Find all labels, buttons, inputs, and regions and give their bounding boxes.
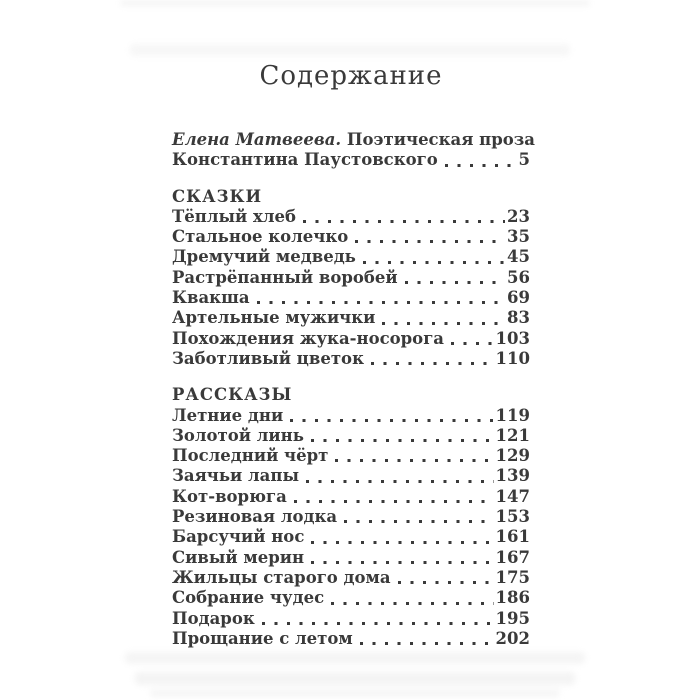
toc-entry-page: 103	[495, 328, 530, 348]
toc-entry	[172, 548, 530, 568]
dot-leader	[360, 642, 494, 645]
toc-entry	[172, 247, 530, 267]
toc-entry-title: Золотой линь	[172, 425, 304, 445]
toc-entry-page: 83	[507, 308, 530, 328]
toc-entry	[172, 446, 530, 466]
toc-entry	[172, 329, 530, 349]
dot-leader	[451, 342, 494, 345]
toc-entry-title: Заботливый цветок	[172, 348, 364, 368]
toc-entry-page: 45	[507, 247, 530, 267]
toc-entry-page: 129	[495, 446, 530, 466]
toc-entry-page: 186	[495, 588, 530, 608]
toc-section	[172, 187, 530, 370]
dot-leader	[290, 419, 493, 422]
toc-entry-title: Растрёпанный воробей	[172, 267, 398, 287]
toc-entry-page: 153	[495, 507, 530, 527]
intro-line-2	[172, 150, 530, 170]
dot-leader	[398, 581, 494, 584]
dot-leader	[306, 480, 494, 483]
dot-leader	[262, 622, 494, 625]
print-through-ghosting	[125, 652, 585, 664]
toc-entry	[172, 227, 530, 247]
section-header: РАССКАЗЫ	[172, 385, 293, 405]
dot-leader	[311, 561, 494, 564]
dot-leader	[355, 240, 505, 243]
dot-leader	[294, 500, 494, 503]
intro-work-title-continued: Константина Паустовского	[172, 150, 438, 170]
toc-entry-page: 119	[495, 405, 530, 425]
dot-leader	[335, 459, 493, 462]
toc-column	[172, 0, 535, 649]
toc-entry-title: Резиновая лодка	[172, 507, 338, 527]
toc-entry	[172, 588, 530, 608]
dot-leader	[382, 322, 505, 325]
toc-entry	[172, 288, 530, 308]
toc-entry-page: 56	[507, 267, 530, 287]
toc-entry-title: Стальное колечко	[172, 227, 349, 247]
section-header: СКАЗКИ	[172, 186, 263, 206]
toc-entry	[172, 527, 530, 547]
toc-entry-title: Тёплый хлеб	[172, 206, 296, 226]
toc-entry	[172, 466, 530, 486]
toc-entry	[172, 207, 530, 227]
intro-line-1	[172, 130, 535, 150]
toc-entry	[172, 268, 530, 288]
dot-leader	[363, 261, 505, 264]
dot-leader	[257, 301, 506, 304]
toc-entry-title: Жильцы старого дома	[172, 567, 391, 587]
toc-entry-title: Заячьи лапы	[172, 466, 299, 486]
print-through-ghosting	[135, 672, 575, 685]
toc-entry	[172, 487, 530, 507]
toc-entry	[172, 568, 530, 588]
toc-entry	[172, 349, 530, 369]
intro-author: Елена Матвеева.	[172, 130, 342, 149]
toc-entry-title: Подарок	[172, 608, 255, 628]
toc-entry-page: 139	[495, 466, 530, 486]
section-items	[172, 406, 530, 650]
toc-entry	[172, 426, 530, 446]
toc-entry-title: Артельные мужички	[172, 308, 376, 328]
toc-entry-title: Барсучий нос	[172, 527, 305, 547]
section-items	[172, 207, 530, 369]
dot-leader	[445, 164, 517, 167]
dot-leader	[344, 520, 493, 523]
toc-entry-page: 202	[495, 628, 530, 648]
toc-entry	[172, 629, 530, 649]
toc-entry-title: Прощание с летом	[172, 628, 353, 648]
dot-leader	[311, 439, 494, 442]
toc-entry-title: Собрание чудес	[172, 588, 325, 608]
toc-sections	[172, 187, 530, 650]
toc-entry-page: 69	[507, 288, 530, 308]
toc-entry	[172, 308, 530, 328]
toc-entry-title: Дремучий медведь	[172, 247, 356, 267]
dot-leader	[303, 220, 505, 223]
page-title: Содержание	[259, 61, 443, 91]
toc-entry-title: Похождения жука-носорога	[172, 328, 444, 348]
toc-entry-page: 175	[495, 567, 530, 587]
toc-entry	[172, 609, 530, 629]
toc-intro-entry	[172, 130, 535, 171]
print-through-ghosting	[150, 689, 560, 697]
toc-entry-page: 23	[507, 206, 530, 226]
toc-entry-page: 195	[495, 608, 530, 628]
dot-leader	[311, 541, 493, 544]
toc-entry-page: 147	[495, 486, 530, 506]
intro-work-title: Поэтическая проза	[346, 130, 535, 149]
toc-entry-title: Кот-ворюга	[172, 486, 287, 506]
toc-entry-page: 167	[495, 547, 530, 567]
toc-entry-page: 110	[495, 348, 530, 368]
toc-entry-page: 5	[518, 150, 530, 170]
dot-leader	[371, 362, 494, 365]
dot-leader	[405, 281, 505, 284]
toc-entry-page: 161	[495, 527, 530, 547]
toc-entry-page: 121	[495, 425, 530, 445]
toc-entry	[172, 406, 530, 426]
toc-body	[172, 130, 535, 649]
toc-entry-title: Летние дни	[172, 405, 284, 425]
toc-entry	[172, 507, 530, 527]
toc-entry-title: Квакша	[172, 288, 250, 308]
toc-entry-page: 35	[507, 227, 530, 247]
toc-entry-title: Сивый мерин	[172, 547, 305, 567]
dot-leader	[331, 602, 493, 605]
toc-section	[172, 385, 530, 649]
toc-entry-title: Последний чёрт	[172, 446, 329, 466]
